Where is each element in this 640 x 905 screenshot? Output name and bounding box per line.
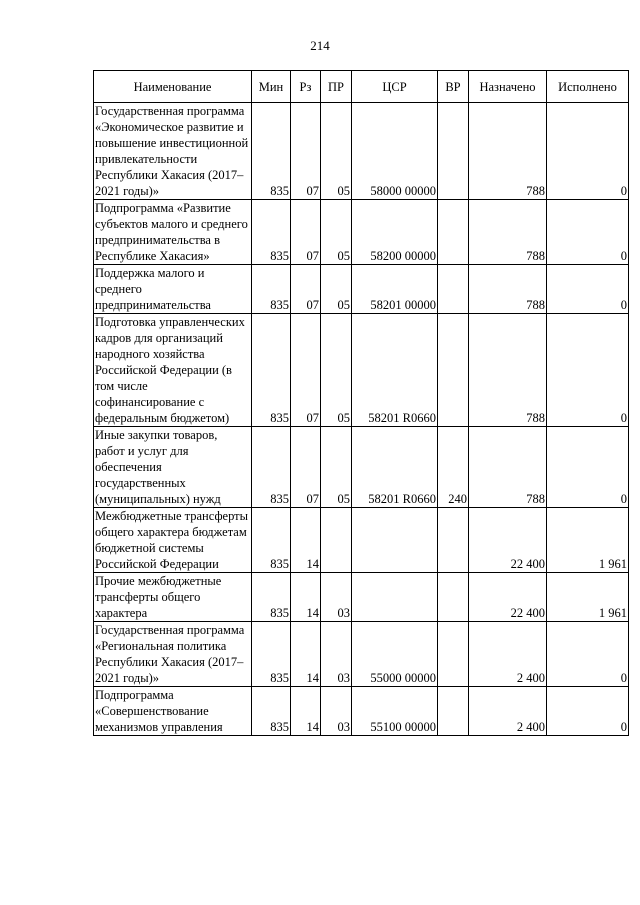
cell-name: Иные закупки товаров, работ и услуг для обеспечения государственных (муниципальных) нужд xyxy=(94,427,252,508)
cell-assigned: 22 400 xyxy=(469,573,547,622)
cell-vr xyxy=(438,622,469,687)
cell-executed: 0 xyxy=(547,622,629,687)
table-row xyxy=(94,103,629,200)
table-row xyxy=(94,265,629,314)
header-vr: ВР xyxy=(438,71,469,103)
cell-assigned: 788 xyxy=(469,314,547,427)
cell-name: Подпрограмма «Совершенствование механизмов управления xyxy=(94,687,252,736)
cell-name: Поддержка малого и среднего предпринимательства xyxy=(94,265,252,314)
cell-vr xyxy=(438,103,469,200)
cell-rz: 14 xyxy=(291,573,321,622)
cell-rz: 14 xyxy=(291,508,321,573)
cell-csr xyxy=(352,508,438,573)
cell-min: 835 xyxy=(252,265,291,314)
header-executed: Исполнено xyxy=(547,71,629,103)
cell-executed: 1 961 xyxy=(547,508,629,573)
cell-min: 835 xyxy=(252,508,291,573)
table-row xyxy=(94,200,629,265)
cell-rz: 14 xyxy=(291,687,321,736)
cell-min: 835 xyxy=(252,573,291,622)
cell-csr xyxy=(352,573,438,622)
header-rz: Рз xyxy=(291,71,321,103)
cell-assigned: 788 xyxy=(469,103,547,200)
cell-pr: 03 xyxy=(321,622,352,687)
cell-csr: 55100 00000 xyxy=(352,687,438,736)
cell-name: Государственная программа «Региональная политика Республики Хакасия (2017–2021 годы)» xyxy=(94,622,252,687)
table-row xyxy=(94,508,629,573)
table-row xyxy=(94,427,629,508)
cell-pr: 05 xyxy=(321,314,352,427)
cell-vr xyxy=(438,687,469,736)
header-csr: ЦСР xyxy=(352,71,438,103)
cell-pr: 03 xyxy=(321,687,352,736)
cell-rz: 14 xyxy=(291,622,321,687)
header-min: Мин xyxy=(252,71,291,103)
table-row xyxy=(94,622,629,687)
cell-min: 835 xyxy=(252,314,291,427)
table-row xyxy=(94,687,629,736)
page-number: 214 xyxy=(310,38,330,53)
cell-pr: 05 xyxy=(321,427,352,508)
cell-executed: 0 xyxy=(547,687,629,736)
cell-pr xyxy=(321,508,352,573)
cell-vr xyxy=(438,508,469,573)
cell-csr: 58201 R0660 xyxy=(352,427,438,508)
cell-name: Межбюджетные трансферты общего характера бюджетам бюджетной системы Российской Федерации xyxy=(94,508,252,573)
cell-rz: 07 xyxy=(291,200,321,265)
cell-pr: 05 xyxy=(321,265,352,314)
cell-vr xyxy=(438,573,469,622)
cell-assigned: 788 xyxy=(469,427,547,508)
cell-rz: 07 xyxy=(291,265,321,314)
cell-csr: 58200 00000 xyxy=(352,200,438,265)
cell-csr: 55000 00000 xyxy=(352,622,438,687)
cell-pr: 05 xyxy=(321,200,352,265)
cell-name: Подготовка управленческих кадров для организаций народного хозяйства Российской Федерации (в том числе софинансирование с федеральным бюджетом) xyxy=(94,314,252,427)
cell-assigned: 22 400 xyxy=(469,508,547,573)
cell-assigned: 788 xyxy=(469,265,547,314)
cell-assigned: 788 xyxy=(469,200,547,265)
cell-rz: 07 xyxy=(291,314,321,427)
cell-name: Подпрограмма «Развитие субъектов малого и среднего предпринимательства в Республике Хакасия» xyxy=(94,200,252,265)
cell-assigned: 2 400 xyxy=(469,622,547,687)
header-pr: ПР xyxy=(321,71,352,103)
table-header-row xyxy=(94,71,629,103)
cell-executed: 0 xyxy=(547,427,629,508)
cell-pr: 03 xyxy=(321,573,352,622)
cell-rz: 07 xyxy=(291,427,321,508)
cell-name: Прочие межбюджетные трансферты общего характера xyxy=(94,573,252,622)
cell-min: 835 xyxy=(252,103,291,200)
cell-csr: 58000 00000 xyxy=(352,103,438,200)
cell-min: 835 xyxy=(252,200,291,265)
table-row xyxy=(94,573,629,622)
cell-csr: 58201 R0660 xyxy=(352,314,438,427)
cell-rz: 07 xyxy=(291,103,321,200)
cell-name: Государственная программа «Экономическое развитие и повышение инвестиционной привлекательности Республики Хакасия (2017–2021 годы)» xyxy=(94,103,252,200)
cell-vr xyxy=(438,265,469,314)
cell-csr: 58201 00000 xyxy=(352,265,438,314)
table-row xyxy=(94,314,629,427)
cell-executed: 0 xyxy=(547,200,629,265)
header-assigned: Назначено xyxy=(469,71,547,103)
cell-vr: 240 xyxy=(438,427,469,508)
cell-min: 835 xyxy=(252,687,291,736)
cell-vr xyxy=(438,200,469,265)
budget-table xyxy=(93,70,629,736)
cell-executed: 1 961 xyxy=(547,573,629,622)
cell-pr: 05 xyxy=(321,103,352,200)
cell-min: 835 xyxy=(252,622,291,687)
cell-executed: 0 xyxy=(547,103,629,200)
cell-assigned: 2 400 xyxy=(469,687,547,736)
cell-executed: 0 xyxy=(547,314,629,427)
cell-executed: 0 xyxy=(547,265,629,314)
header-name: Наименование xyxy=(94,71,252,103)
cell-min: 835 xyxy=(252,427,291,508)
cell-vr xyxy=(438,314,469,427)
